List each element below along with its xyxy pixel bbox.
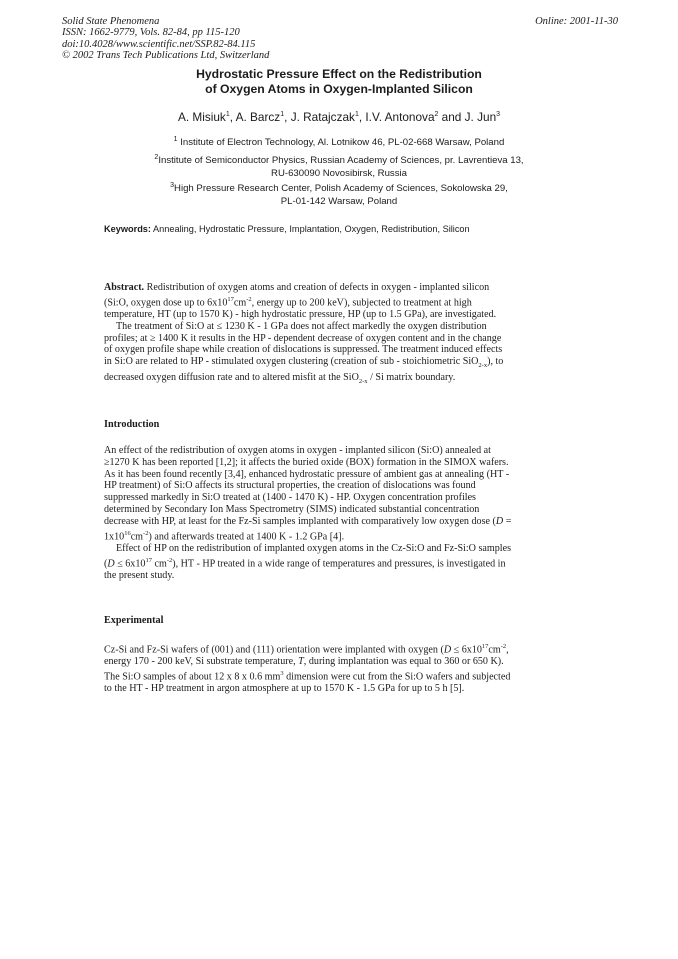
title-line-2: of Oxygen Atoms in Oxygen-Implanted Silicon (205, 81, 473, 96)
intro-line: 1x10 (104, 530, 125, 542)
introduction-body (104, 445, 528, 581)
keywords-label: Keywords: (104, 224, 151, 234)
intro-line: cm (130, 530, 144, 542)
author-1-affil: 1 (225, 111, 230, 119)
abstract-line: in Si:O are related to HP - stimulated oxygen clustering (creation of sub - stoichiometric SiO (104, 356, 479, 368)
exp-line: , (506, 644, 509, 656)
author-2-affil: 1 (280, 111, 285, 119)
abstract-line: , energy up to 200 keV), subjected to treatment at high (251, 297, 472, 309)
keywords (104, 224, 584, 234)
abstract-label: Abstract. (104, 282, 145, 293)
intro-line: ) and afterwards treated at 1400 K - 1.2 GPa [4]. (148, 530, 345, 542)
dose-symbol: D (107, 557, 115, 569)
affiliation-3-number: 3 (170, 182, 175, 189)
affiliation-3 (110, 180, 568, 208)
affiliation-2 (110, 152, 568, 180)
abstract-line: profiles; at ≥ 1400 K it results in the HP - dependent decrease of oxygen content and in the change (104, 332, 502, 344)
experimental-body (104, 641, 528, 695)
author-3: J. Ratajczak (290, 110, 355, 124)
author-4: I.V. Antonova (365, 110, 435, 124)
abstract-line: cm (233, 297, 247, 309)
intro-line: decrease with HP, at least for the Fz-Si samples implanted with comparatively low oxygen dose ( (104, 515, 496, 527)
doi-line: doi:10.4028/www.scientific.net/SSP.82-84.115 (62, 38, 256, 50)
intro-line: As it has been found recently [3,4], enhanced hydrostatic pressure of ambient gas at annealing (HT - (104, 468, 510, 480)
abstract-line: ), to (487, 356, 504, 368)
author-list (80, 110, 598, 124)
superscript: -2 (166, 556, 173, 564)
abstract-line: temperature, HT (up to 1570 K) - high hydrostatic pressure, HP (up to 1.5 GPa), are investigated. (104, 308, 497, 320)
section-heading-experimental: Experimental (104, 615, 164, 626)
exp-line: dimension were cut from the Si:O wafers and subjected (283, 671, 511, 683)
online-date: Online: 2001-11-30 (535, 16, 618, 27)
exp-line: cm (488, 644, 501, 656)
abstract-line: (Si:O, oxygen dose up to 6x10 (104, 297, 228, 309)
intro-line: = (503, 515, 512, 527)
intro-line: ), HT - HP treated in a wide range of temperatures and pressures, is investigated in (172, 557, 506, 569)
subscript: 2-x (478, 362, 488, 370)
exp-line: energy 170 - 200 keV, Si substrate temperature, (104, 656, 299, 668)
affiliation-2-text-2: RU-630090 Novosibirsk, Russia (271, 167, 407, 179)
intro-line: ≤ 6x10 (114, 557, 146, 569)
author-3-affil: 1 (354, 111, 359, 119)
abstract-line: Redistribution of oxygen atoms and creation of defects in oxygen - implanted silicon (144, 282, 490, 293)
author-sep: , (358, 110, 366, 124)
author-sep: , (284, 110, 291, 124)
superscript: -2 (500, 643, 507, 650)
intro-line: ≥1270 K has been reported [1,2]; it affects the buried oxide (BOX) formation in the SIMOX wafers. (104, 456, 509, 468)
subscript: 2-x (358, 377, 368, 385)
keywords-text: Annealing, Hydrostatic Pressure, Implantation, Oxygen, Redistribution, Silicon (150, 224, 470, 234)
intro-line: suppressed markedly in Si:O treated at (1400 - 1470 K) - HP. Oxygen concentration profiles (104, 492, 476, 504)
dose-symbol: D (495, 515, 504, 527)
affiliation-3-text: High Pressure Research Center, Polish Academy of Sciences, Sokolowska 29, (174, 183, 508, 195)
abstract-line: of oxygen profile shape while creation of dislocations is suppressed. The treatment induced effects (104, 344, 503, 356)
paper-title (100, 67, 578, 96)
superscript: -2 (143, 529, 149, 537)
title-line-1: Hydrostatic Pressure Effect on the Redistribution (196, 67, 482, 81)
temperature-symbol: T (298, 656, 304, 668)
exp-line: , during implantation was equal to 360 or 650 K). (303, 656, 504, 668)
intro-line: cm (151, 557, 167, 569)
affiliation-2-text: Institute of Semiconductor Physics, Russian Academy of Sciences, pr. Lavrentieva 13, (158, 155, 524, 167)
abstract-line: The treatment of Si:O at ≤ 1230 K - 1 GPa does not affect markedly the oxygen distribution (116, 320, 487, 332)
superscript: 17 (227, 295, 234, 303)
affiliation-1-text: Institute of Electron Technology, Al. Lotnikow 46, PL-02-668 Warsaw, Poland (180, 137, 505, 149)
superscript: 16 (124, 529, 131, 537)
dose-symbol: D (443, 644, 452, 656)
affiliation-3-text-2: PL-01-142 Warsaw, Poland (280, 195, 398, 207)
author-sep: , (229, 110, 236, 124)
section-heading-introduction: Introduction (104, 419, 160, 430)
intro-line: An effect of the redistribution of oxygen atoms in oxygen - implanted silicon (Si:O) annealed at (104, 445, 491, 456)
author-and: and (438, 110, 465, 124)
journal-header (62, 16, 618, 62)
superscript: 3 (280, 669, 284, 677)
superscript: 17 (145, 556, 152, 564)
issn-line: ISSN: 1662-9779, Vols. 82-84, pp 115-120 (62, 27, 240, 39)
intro-line: HP treatment) of Si:O affects its structural properties, the creation of dislocations was found (104, 480, 476, 492)
intro-line: Effect of HP on the redistribution of implanted oxygen atoms in the Cz-Si:O and Fz-Si:O samples (116, 542, 511, 554)
author-1: A. Misiuk (177, 110, 226, 124)
author-4-affil: 2 (434, 111, 439, 119)
superscript: -2 (246, 295, 252, 303)
author-2: A. Barcz (235, 110, 281, 124)
affiliation-1-number: 1 (173, 136, 178, 143)
abstract (104, 282, 528, 388)
abstract-line: / Si matrix boundary. (367, 371, 456, 383)
copyright-line: © 2002 Trans Tech Publications Ltd, Switzerland (62, 50, 270, 62)
author-5: J. Jun (464, 110, 497, 124)
abstract-line: decreased oxygen diffusion rate and to altered misfit at the SiO (104, 371, 359, 383)
exp-line: ≤ 6x10 (451, 644, 482, 656)
journal-name: Solid State Phenomena (62, 16, 160, 27)
intro-line: ( (104, 557, 108, 569)
intro-line: the present study. (104, 569, 175, 581)
intro-line: determined by Secondary Ion Mass Spectrometry (SIMS) indicated substantial concentration (104, 503, 480, 515)
author-5-affil: 3 (496, 111, 501, 119)
affiliation-1 (110, 134, 568, 150)
affiliation-2-number: 2 (154, 154, 159, 161)
exp-line: to the HT - HP treatment in argon atmosphere at up to 1570 K - 1.5 GPa for up to 5 h [5]. (104, 683, 465, 695)
superscript: 17 (481, 643, 489, 650)
exp-line: Cz-Si and Fz-Si wafers of (001) and (111) orientation were implanted with oxygen ( (104, 644, 444, 656)
exp-line: The Si:O samples of about 12 x 8 x 0.6 mm (104, 671, 281, 683)
